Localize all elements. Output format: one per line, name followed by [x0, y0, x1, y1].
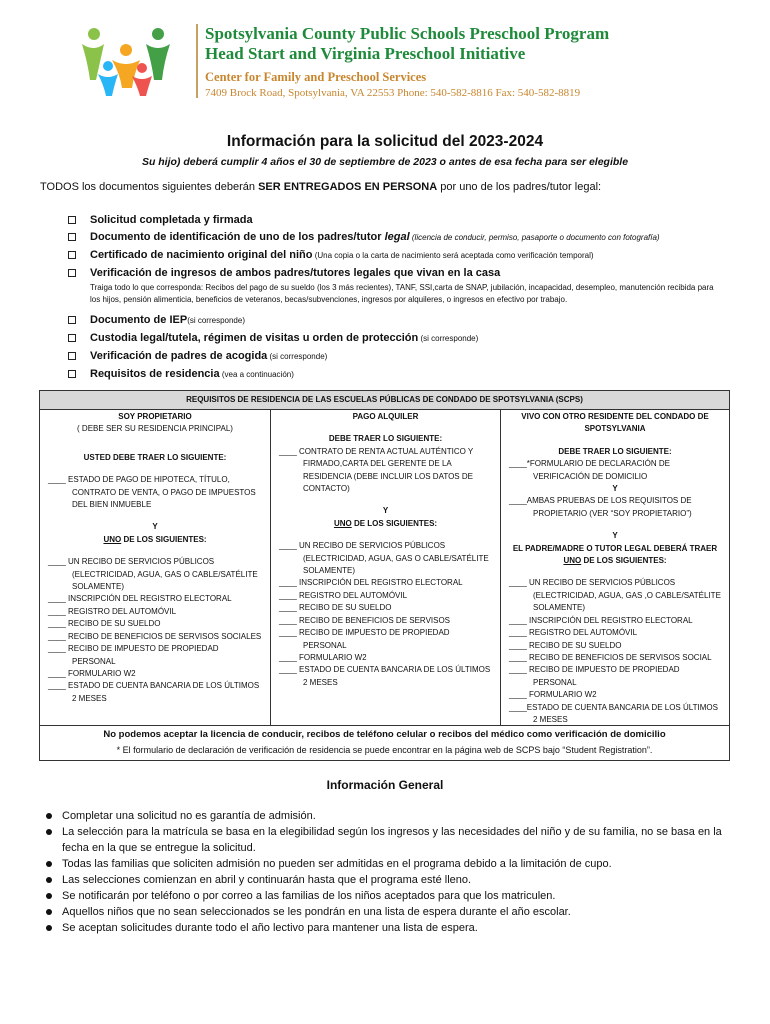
proof-item: ____ REGISTRO DEL AUTOMÓVIL — [48, 606, 177, 616]
proof-item: ____ UN RECIBO DE SERVICIOS PÚBLICOS (ELECTRICIDAD, AGUA, GAS O CABLE/SATÉLITE SOLAMENTE) — [48, 557, 258, 592]
residency-table-footer — [40, 725, 729, 761]
and-label: Y — [382, 506, 389, 516]
checkbox[interactable] — [68, 251, 76, 259]
column-renter — [271, 409, 501, 725]
eligibility-subtitle: Su hijo) deberá cumplir 4 años el 30 de septiembre de 2023 o antes de esa fecha para ser elegible — [141, 156, 629, 168]
proof-item: ____ RECIBO DE IMPUESTO DE PROPIEDAD PERSONAL — [509, 665, 680, 687]
proof-item: ____ RECIBO DE BENEFICIOS DE SERVISOS SOCIAL — [509, 652, 712, 662]
and-label: Y — [612, 484, 618, 494]
proof-item: ____ UN RECIBO DE SERVICIOS PÚBLICOS (ELECTRICIDAD, AGUA, GAS O CABLE/SATÉLITE SOLAMENTE) — [279, 541, 489, 576]
proof-item: ____ RECIBO DE BENEFICIOS DE SERVISOS SOCIALES — [48, 631, 262, 641]
column-header: VIVO CON OTRO RESIDENTE DEL CONDADO DE SPOTSYLVANIA — [521, 412, 709, 434]
org-title-line1: Spotsylvania County Public Schools Preschool Program — [205, 24, 610, 43]
center-name: Center for Family and Preschool Services — [205, 70, 427, 84]
and-label: Y — [612, 531, 618, 541]
form-location-note: * El formulario de declaración de verificación de residencia se puede encontrar en la página web de SCPS bajo “Student Registration”. — [116, 745, 653, 755]
general-info-list — [44, 808, 734, 936]
org-title-line2: Head Start and Virginia Preschool Initiative — [205, 44, 526, 63]
proof-item: ____ UN RECIBO DE SERVICIOS PÚBLICOS (ELECTRICIDAD, AGUA, GAS ,O CABLE/SATÉLITE SOLAMENTE) — [509, 578, 721, 613]
one-of-following-label: UNO DE LOS SIGUIENTES: — [333, 518, 438, 528]
proof-item: ____ RECIBO DE BENEFICIOS DE SERVISOS — [279, 615, 451, 625]
page-title: Información para la solicitud del 2023-2024 — [226, 133, 544, 150]
checkbox[interactable] — [68, 216, 76, 224]
proof-item: ____ RECIBO DE IMPUESTO DE PROPIEDAD PERSONAL — [48, 644, 219, 666]
checkbox[interactable] — [68, 334, 76, 342]
bullet-icon — [46, 813, 52, 819]
proof-item: ____ FORMULARIO W2 — [48, 668, 136, 678]
column-lives-with-resident — [501, 409, 729, 725]
unacceptable-proof-note: No podemos aceptar la licencia de conducir, recibos de teléfono celular o recibos del médico como verificación de domicilio — [103, 729, 666, 740]
one-of-following-label: UNO DE LOS SIGUIENTES: — [103, 534, 207, 544]
proof-item: ____ ESTADO DE CUENTA BANCARIA DE LOS ÚLTIMOS 2 MESES — [279, 665, 491, 687]
proof-item: ____ INSCRIPCIÓN DEL REGISTRO ELECTORAL — [509, 615, 693, 625]
bullet-icon — [46, 893, 52, 899]
list-item: Se aceptan solicitudes durante todo el año lectivo para mantener una lista de espera. — [44, 920, 734, 936]
checklist-item: Verificación de padres de acogida (si corresponde) — [68, 348, 718, 365]
proof-item: ____ RECIBO DE SU SUELDO — [48, 619, 161, 629]
checkbox[interactable] — [68, 233, 76, 241]
bullet-icon — [46, 877, 52, 883]
checkbox[interactable] — [68, 370, 76, 378]
proof-item: ____ INSCRIPCIÓN DEL REGISTRO ELECTORAL — [279, 578, 463, 588]
intro-text: TODOS los documentos siguientes deberán SER ENTREGADOS EN PERSONA por uno de los padres/tutor legal: — [40, 181, 602, 193]
proof-item: ____ REGISTRO DEL AUTOMÓVIL — [509, 628, 638, 638]
income-note: Traiga todo lo que corresponda: Recibos del pago de su sueldo (los 3 más recientes), TANF, SSI,carta de SNAP, jubilación, incapacidad, desempleo, manutención recibida para los hijos, pensión alimenticia, beneficios de veteranos, becas/subvenciones, ingresos por alquileres, o ingresos en efectivo por trabajo. — [90, 283, 714, 304]
proof-item: ____ ESTADO DE CUENTA BANCARIA DE LOS ÚLTIMOS 2 MESES — [48, 681, 260, 703]
residency-table-heading: REQUISITOS DE RESIDENCIA DE LAS ESCUELAS PÚBLICAS DE CONDADO DE SPOTSYLVANIA (SCPS) — [40, 391, 729, 410]
header-divider — [196, 24, 198, 98]
proof-item: ____ INSCRIPCIÓN DEL REGISTRO ELECTORAL — [48, 594, 232, 604]
proof-item: ____ESTADO DE CUENTA BANCARIA DE LOS ÚLTIMOS 2 MESES — [509, 702, 718, 724]
parent-must-bring-label: EL PADRE/MADRE O TUTOR LEGAL DEBERÁ TRAER UNO DE LOS SIGUIENTES: — [512, 543, 718, 566]
column-header: SOY PROPIETARIO — [118, 412, 192, 421]
proof-item: ____ FORMULARIO W2 — [509, 690, 597, 700]
list-item: Las selecciones comienzan en abril y continuarán hasta que el programa esté lleno. — [44, 872, 734, 888]
bullet-icon — [46, 829, 52, 835]
proof-item: ____ RECIBO DE SU SUELDO — [509, 640, 622, 650]
must-bring-label: USTED DEBE TRAER LO SIGUIENTE: — [83, 452, 227, 462]
and-label: Y — [152, 522, 158, 532]
secondary-proof: ____AMBAS PRUEBAS DE LOS REQUISITOS DE PROPIETARIO (VER “SOY PROPIETARIO”) — [509, 496, 692, 518]
checklist-item: Custodia legal/tutela, régimen de visitas u orden de protección (si corresponde) — [68, 330, 718, 347]
contact-address: 7409 Brock Road, Spotsylvania, VA 22553 Phone: 540-582-8816 Fax: 540-582-8819 — [205, 87, 581, 99]
checklist-item: Documento de identificación de uno de los padres/tutor legal (licencia de conducir, permiso, pasaporte o documento con fotografía) — [68, 229, 718, 246]
checklist-item: Documento de IEP(si corresponde) — [68, 312, 718, 329]
general-info-title: Información General — [326, 778, 444, 792]
list-item: Se notificarán por teléfono o por correo a las familias de los niños aceptados para que los matriculen. — [44, 888, 734, 904]
bullet-icon — [46, 909, 52, 915]
residency-requirements-table — [39, 390, 730, 761]
primary-proof: ____ CONTRATO DE RENTA ACTUAL AUTÉNTICO Y FIRMADO,CARTA DEL GERENTE DE LA RESIDENCIA (DEBE INCLUIR LOS DATOS DE CONTACTO) — [279, 446, 474, 494]
proof-item: ____ RECIBO DE SU SUELDO — [279, 603, 392, 613]
proof-item: ____ FORMULARIO W2 — [279, 652, 367, 662]
letterhead — [205, 24, 609, 99]
checklist-item: Certificado de nacimiento original del niño (Una copia o la carta de nacimiento será aceptada como verificación temporal) — [68, 247, 718, 264]
column-homeowner — [40, 409, 271, 725]
must-bring-label: DEBE TRAER LO SIGUIENTE: — [558, 446, 672, 456]
checkbox[interactable] — [68, 352, 76, 360]
list-item: Aquellos niños que no sean seleccionados se les pondrán en una lista de espera durante el año escolar. — [44, 904, 734, 920]
primary-proof: ____ ESTADO DE PAGO DE HIPOTECA, TÍTULO, CONTRATO DE VENTA, O PAGO DE IMPUESTOS DEL BIEN INMUEBLE — [48, 475, 256, 510]
checklist-item: Solicitud completada y firmada — [68, 212, 718, 228]
list-item: Todas las familias que soliciten admisión no pueden ser admitidas en el programa debido a la limitación de cupo. — [44, 856, 734, 872]
proof-item: ____ REGISTRO DEL AUTOMÓVIL — [279, 590, 408, 600]
column-header: PAGO ALQUILER — [352, 412, 419, 421]
column-subheader: ( DEBE SER SU RESIDENCIA PRINCIPAL) — [77, 424, 233, 434]
children-logo-icon — [78, 22, 188, 100]
bullet-icon — [46, 861, 52, 867]
checklist-item: Verificación de ingresos de ambos padres/tutores legales que vivan en la casa Traiga todo lo que corresponda: Recibos del pago de su sueldo (los 3 más recientes), TANF, SSI,carta de SNAP, jubilación, incapacidad, desempleo, manutención recibida para los hijos, pensión alimenticia, beneficios de veteranos, becas/subvenciones, ingresos por alquileres, o ingresos en efectivo por trabajo. — [68, 265, 718, 306]
bullet-icon — [46, 925, 52, 931]
document-checklist — [68, 212, 718, 384]
proof-item: ____ RECIBO DE IMPUESTO DE PROPIEDAD PERSONAL — [279, 628, 450, 650]
checkbox[interactable] — [68, 269, 76, 277]
primary-proof: ____*FORMULARIO DE DECLARACIÓN DE VERIFICACIÓN DE DOMICILIO — [509, 459, 670, 481]
checkbox[interactable] — [68, 316, 76, 324]
must-bring-label: DEBE TRAER LO SIGUIENTE: — [328, 434, 443, 444]
list-item: Completar una solicitud no es garantía de admisión. — [44, 808, 734, 824]
list-item: La selección para la matrícula se basa en la elegibilidad según los ingresos y las necesidades del niño y de su familia, no se basa en la fecha en la que se entregue la solicitud. — [44, 824, 734, 856]
checklist-item: Requisitos de residencia (vea a continuación) — [68, 366, 718, 383]
